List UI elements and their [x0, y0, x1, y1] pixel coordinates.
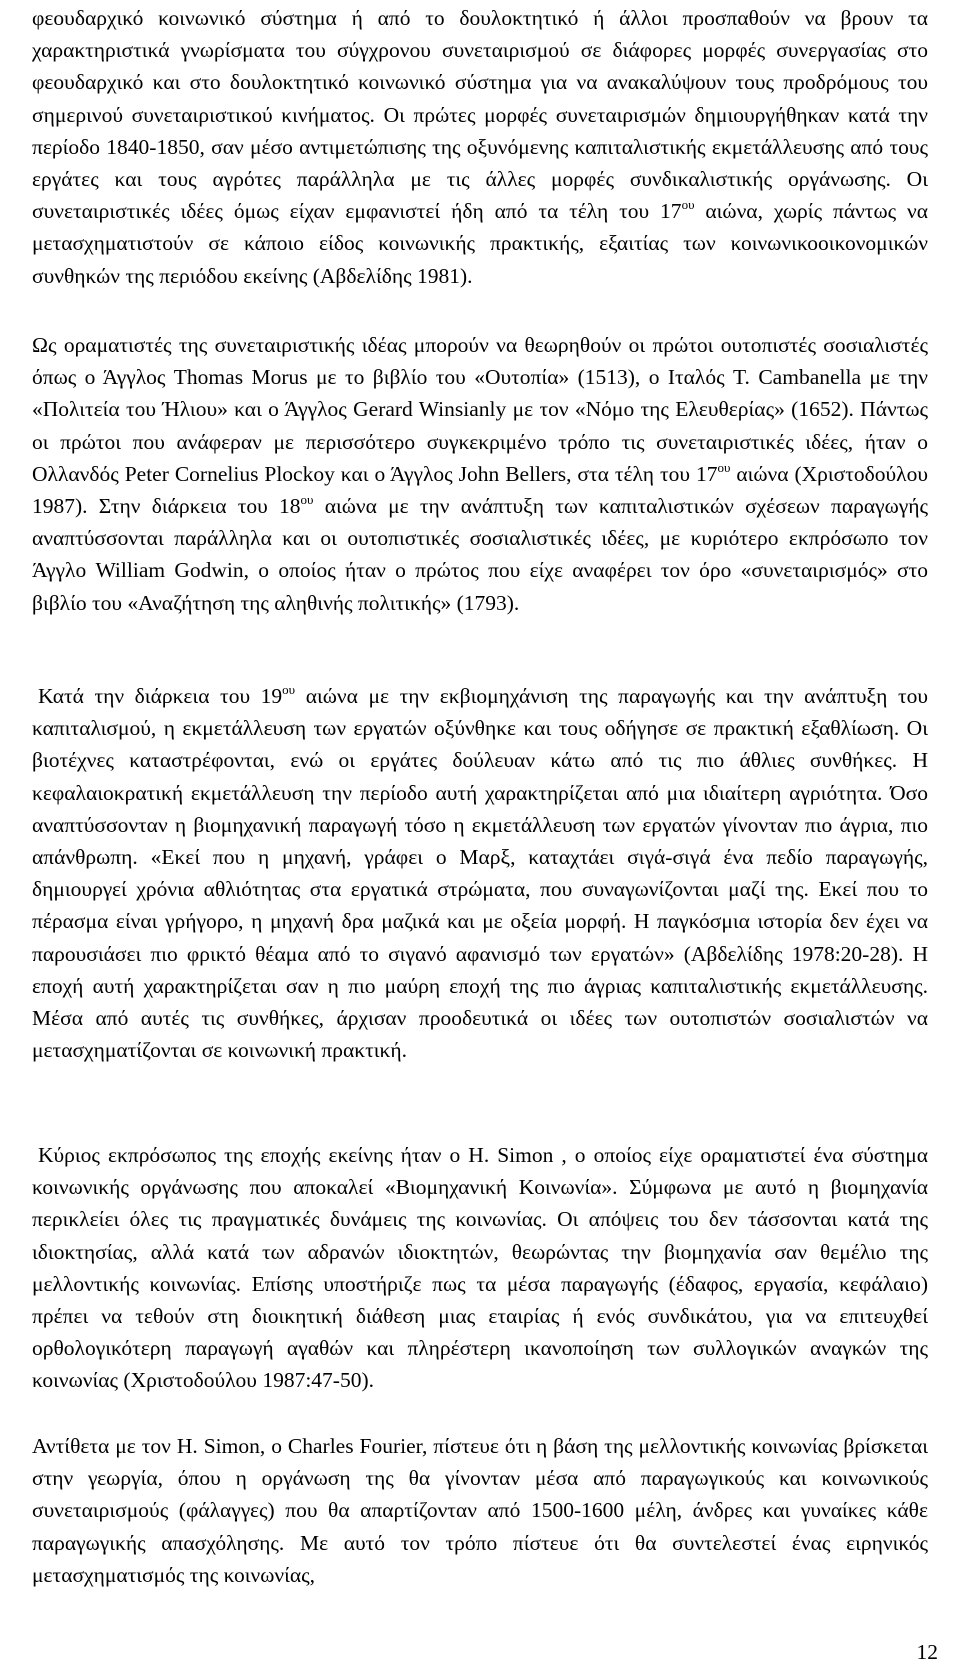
paragraph-text: Αντίθετα με τον H. Simon, ο Charles Fourier, πίστευε ότι η βάση της μελλοντικής κοινωνίας βρίσκεται στην γεωργία, όπου η οργάνωση της θα γίνονταν μέσα από παραγωγικούς και κοινωνικούς συνεταιρισμούς (φάλαγγες) που θα απαρτίζονταν από 1500-1600 μέλη, άνδρες και γυναίκες κάθε παραγωγικής απασχόλησης. Με αυτό τον τρόπο πίστευε ότι θα συντελεστεί ένας ειρηνικός μετασχηματισμός της κοινωνίας, — [32, 1434, 928, 1587]
paragraph-text: αιώνα, χωρίς πάντως να μετασχηματιστούν σε κάποιο είδος κοινωνικής πρακτικής, εξαιτίας των κοινωνικοοικονομικών συνθηκών της περιόδου εκείνης (Αβδελίδης 1981). — [32, 199, 928, 288]
page-number: 12 — [916, 1640, 938, 1664]
paragraph-3 — [32, 680, 928, 1066]
paragraph-text: αιώνα με την ανάπτυξη των καπιταλιστικών σχέσεων παραγωγής αναπτύσσονται παράλληλα και οι ουτοπιστικές σοσιαλιστικές ιδέες, με κυριότερο εκπρόσωπο τον Άγγλο William Godwin, ο οποίος ήταν ο πρώτος που είχε αναφέρει τον όρο «συνεταιρισμός» στο βιβλίο του «Αναζήτηση της αληθινής πολιτικής» (1793). — [32, 494, 928, 615]
superscript-ordinal: ου — [282, 682, 296, 697]
paragraph-5 — [32, 1430, 928, 1591]
paragraph-1 — [32, 2, 928, 292]
superscript-ordinal: ου — [300, 492, 314, 508]
superscript-ordinal: ου — [681, 197, 695, 213]
superscript-ordinal: ου — [717, 459, 731, 475]
paragraph-4 — [32, 1139, 928, 1397]
paragraph-text: αιώνα με την εκβιομηχάνιση της παραγωγής και την ανάπτυξη του καπιταλισμού, η εκμετάλλευση των εργατών οξύνθηκε και τους οδήγησε σε πρακτική εξαθλίωση. Οι βιοτέχνες καταστρέφονται, ενώ οι εργάτες δούλευαν κάτω από τις πιο άθλιες συνθήκες. Η κεφαλαιοκρατική εκμετάλλευση την περίοδο αυτή χαρακτηρίζεται από μια ιδιαίτερη αγριότητα. Όσο αναπτύσσονταν η βιομηχανική παραγωγή τόσο η εκμετάλλευση των εργατών γίνονταν πιο άγρια, πιο απάνθρωπη. «Εκεί που η μηχανή, γράφει ο Μαρξ, καταχτάει σιγά-σιγά ένα πεδίο παραγωγής, δημιουργεί χρόνια αθλιότητας στα εργατικά στρώματα, που συναγωνίζονται μαζί της. Εκεί που το πέρασμα είναι γρήγορο, η μηχανή δρα μαζικά και με οξεία μορφή. Η παγκόσμια ιστορία δεν έχει να παρουσιάσει πιο φρικτό θέαμα από το σιγανό αφανισμό των εργατών» (Αβδελίδης 1978:20-28). Η εποχή αυτή χαρακτηρίζεται σαν η πιο μαύρη εποχή της πιο άγριας καπιταλιστικής εκμετάλλευσης. Μέσα από αυτές τις συνθήκες, άρχισαν προοδευτικά οι ιδέες των ουτοπιστών σοσιαλιστών να μετασχηματίζονται σε κοινωνική πρακτική. — [32, 684, 928, 1063]
paragraph-text: Κατά την διάρκεια του 19 — [38, 684, 283, 708]
paragraph-text: Ως οραματιστές της συνεταιριστικής ιδέας μπορούν να θεωρηθούν οι πρώτοι ουτοπιστές σοσιαλιστές όπως ο Άγγλος Thomas Morus με το βιβλίο του «Ουτοπία» (1513), ο Ιταλός T. Cambanella με την «Πολιτεία του Ήλιου» και ο Άγγλος Gerard Winsianly με τον «Νόμο της Ελευθερίας» (1652). Πάντως οι πρώτοι που ανάφεραν με περισσότερο συγκεκριμένο τρόπο τις συνεταιριστικές ιδέες, ήταν ο Ολλανδός Peter Cornelius Plockoy και ο Άγγλος John Bellers, στα τέλη του 17 — [32, 333, 928, 486]
paragraph-text: Κύριος εκπρόσωπος της εποχής εκείνης ήταν ο H. Simon , ο οποίος είχε οραματιστεί ένα σύστημα κοινωνικής οργάνωσης που αποκαλεί «Βιομηχανική Κοινωνία». Σύμφωνα με αυτό η βιομηχανία περικλείει όλες τις πραγματικές δυνάμεις της κοινωνίας. Οι απόψεις του δεν τάσσονται κατά της ιδιοκτησίας, αλλά κατά των αδρανών ιδιοκτητών, θεωρώντας την βιομηχανία σαν θεμέλιο της μελλοντικής κοινωνίας. Επίσης υποστήριζε πως τα μέσα παραγωγής (έδαφος, εργασία, κεφάλαιο) πρέπει να τεθούν στη διοικητική διάθεση μιας εταιρίας ή ενός συνδικάτου, για να επιτευχθεί ορθολογικότερη παραγωγή αγαθών και πληρέστερη ικανοποίηση των συλλογικών αναγκών της κοινωνίας (Χριστοδούλου 1987:47-50). — [32, 1143, 928, 1393]
paragraph-text: φεουδαρχικό κοινωνικό σύστημα ή από το δουλοκτητικό ή άλλοι προσπαθούν να βρουν τα χαρακτηριστικά γνωρίσματα του σύγχρονου συνεταιρισμού σε διάφορες μορφές συνεργασίας στο φεουδαρχικό και στο δουλοκτητικό κοινωνικό σύστημα για να ανακαλύψουν τους προδρόμους του σημερινού συνεταιριστικού κινήματος. Οι πρώτες μορφές συνεταιρισμών δημιουργήθηκαν κατά την περίοδο 1840-1850, σαν μέσο αντιμετώπισης της οξυνόμενης καπιταλιστικής εκμετάλλευσης από τους εργάτες και τους αγρότες παράλληλα με τις άλλες μορφές συνδικαλιστικής οργάνωσης. Οι συνεταιριστικές ιδέες όμως είχαν εμφανιστεί ήδη από τα τέλη του 17 — [32, 6, 928, 224]
paragraph-text: αιώνα (Χριστοδούλου 1987). Στην διάρκεια του 18 — [32, 461, 928, 519]
paragraph-2 — [32, 329, 928, 619]
